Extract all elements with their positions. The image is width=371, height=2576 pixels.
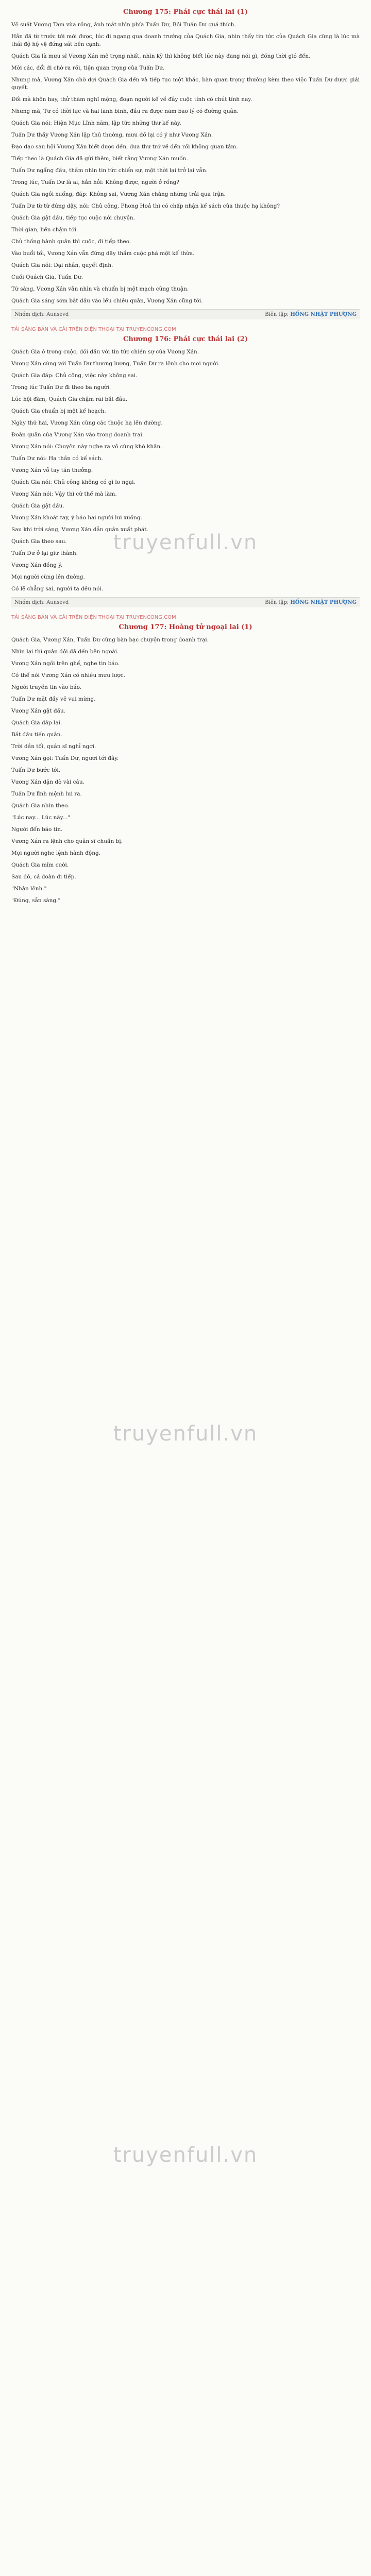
paragraph: Vương Xán cùng với Tuấn Dư thương lượng, Tuấn Dư ra lệnh cho mọi người. xyxy=(11,361,220,367)
paragraph: "Lúc nay... Lúc này..." xyxy=(11,815,71,821)
paragraph: Đạo đạo sau hội Vương Xán biết được đến, đưa thư trở về đến rồi không quan tâm. xyxy=(11,144,238,150)
paragraph: Có thể nói Vương Xán có nhiều mưu lược. xyxy=(11,672,126,679)
translator-name: Aunsevd xyxy=(46,312,69,317)
paragraph: Đoàn quân của Vương Xán vào trong doanh trại. xyxy=(11,432,144,438)
watermark: truyenfull.vn xyxy=(113,2143,258,2167)
paragraph: Từ sáng, Vương Xán vẫn nhìn và chuẩn bị một mạch cũng thuận. xyxy=(11,286,189,292)
paragraph: Vương Xán ngồi trên ghế, nghe tin báo. xyxy=(11,660,120,667)
paragraph: Nhìn lại thì quân đội đã đến bên ngoài. xyxy=(11,649,119,655)
paragraph: Vương Xán nói: Chuyện này nghe ra vô cùng khó khăn. xyxy=(11,444,162,450)
paragraph: Tuấn Dư từ từ đứng dậy, nói: Chủ công, Phong Hoả thì có chấp nhận kế sách của thuộc hạ không? xyxy=(11,203,280,209)
translator-credit xyxy=(14,312,69,317)
paragraph: Tuấn Dư nói: Hạ thần có kế sách. xyxy=(11,455,103,462)
editor-credit xyxy=(265,600,357,605)
paragraph: Tuấn Dư bước tới. xyxy=(11,767,61,773)
paragraph: Quách Gia gật đầu. xyxy=(11,503,64,509)
editor-name: HỒNG NHẬT PHƯỢNG xyxy=(290,312,357,317)
paragraph: Vương Xán nói: Vậy thì cứ thế mà làm. xyxy=(11,491,117,497)
paragraph: Mời các, đổi đi chờ ra rồi, tiện quan trọng của Tuấn Dư. xyxy=(11,65,165,71)
paragraph: Tuấn Dư lĩnh mệnh lui ra. xyxy=(11,791,82,797)
paragraph: Vương Xán vỗ tay tán thưởng. xyxy=(11,467,93,473)
watermark: truyenfull.vn xyxy=(113,1422,258,1446)
paragraph: Quách Gia đáp: Chủ công, việc này không sai. xyxy=(11,372,138,379)
paragraph: Quách Gia sáng sớm bắt đầu vào lều chiêu quân, Vương Xán cũng tới. xyxy=(11,298,203,304)
paragraph: Ngày thứ hai, Vương Xán cùng các thuộc hạ lên đường. xyxy=(11,420,163,426)
paragraph: Vương Xán khoát tay, ý bảo hai người lui xuống. xyxy=(11,515,142,521)
paragraph: Sau đó, cả đoàn đi tiếp. xyxy=(11,874,76,880)
paragraph: Quách Gia theo sau. xyxy=(11,538,67,545)
chapter-177 xyxy=(11,623,360,905)
paragraph: Vệ suất Vương Tam vừa rồng, ánh mắt nhìn phía Tuấn Dư, Bội Tuấn Dư quá thích. xyxy=(11,22,236,28)
chapter-title: Chương 175: Phái cực thái lai (1) xyxy=(123,8,248,16)
paragraph: Quách Gia đáp lại. xyxy=(11,720,62,726)
paragraph: Người đến báo tin. xyxy=(11,826,63,833)
translator-label: Nhóm dịch: xyxy=(14,600,45,605)
paragraph: Quách Gia chuẩn bị một kế hoạch. xyxy=(11,408,106,414)
paragraph: "Nhận lệnh." xyxy=(11,886,47,892)
editor-label: Biên tập: xyxy=(265,600,289,605)
paragraph: Chủ thống hành quân thì cuộc, đi tiếp theo. xyxy=(11,239,131,245)
paragraph: Tuấn Dư mặt đầy vẻ vui mừng. xyxy=(11,696,96,702)
paragraph: Quách Gia nói: Chủ công không có gì lo ngại. xyxy=(11,479,136,485)
paragraph: Vương Xán ra lệnh cho quân sĩ chuẩn bị. xyxy=(11,838,123,844)
paragraph: Quách Gia ở trong cuộc, đối đầu với tin tức chiến sự của Vương Xán. xyxy=(11,349,199,355)
paragraph: Tuấn Dư ở lại giữ thành. xyxy=(11,550,78,556)
paragraph: Vương Xán gọi: Tuấn Dư, ngươi tới đây. xyxy=(11,755,119,761)
chapter-175 xyxy=(11,8,360,319)
paragraph: Vào buổi tối, Vương Xán vẫn đứng dậy thầm cuộc phá một kế thừa. xyxy=(11,250,195,257)
paragraph: Mọi người cùng lên đường. xyxy=(11,574,85,580)
paragraph: Quách Gia mỉm cười. xyxy=(11,862,69,868)
paragraph: Tiếp theo là Quách Gia đã gửi thêm, biết rằng Vương Xán muốn. xyxy=(11,156,188,162)
app-download-link[interactable]: TẢI SÁNG BẢN VÀ CÀI TRÊN ĐIỆN THOẠI TẠI TRUYENCONG.COM xyxy=(11,327,176,332)
paragraph: Quách Gia nhìn theo. xyxy=(11,803,70,809)
editor-label: Biên tập: xyxy=(265,312,289,317)
paragraph: Quách Gia ngồi xuống, đáp: Không sai, Vương Xán chẳng những trải qua trận. xyxy=(11,191,226,197)
chapter-title: Chương 176: Phái cực thái lai (2) xyxy=(123,335,248,343)
paragraph: Quách Gia nói: Hiện Mục Lĩnh năm, lập tức những thư kế này. xyxy=(11,120,181,126)
paragraph: Quách Gia gật đầu, tiếp tục cuộc nói chuyện. xyxy=(11,215,135,221)
paragraph: Trong lúc Tuấn Dư đi theo ba người. xyxy=(11,384,111,391)
chapter-credit xyxy=(11,597,360,607)
paragraph: Có lẽ chẳng sai, người ta đều nói. xyxy=(11,586,104,592)
editor-credit xyxy=(265,312,357,317)
editor-name: HỒNG NHẬT PHƯỢNG xyxy=(290,600,357,605)
chapter-176 xyxy=(11,335,360,607)
chapter-credit xyxy=(11,309,360,319)
paragraph: Hắn đã từ trước tới mới được, lúc đi ngang qua doanh trướng của Quách Gia, nhìn thấy tin tức của Quách Gia cũng là lúc mà thái độ hộ vệ đứng sát bên cạnh. xyxy=(11,33,360,47)
paragraph: Lúc hội đàm, Quách Gia chậm rãi bắt đầu. xyxy=(11,396,128,402)
paragraph: Trong lúc, Tuấn Dư là ai, hắn hỏi: Không được, người ở rồng? xyxy=(11,179,179,185)
paragraph: Cuối Quách Gia, Tuấn Dư. xyxy=(11,274,83,280)
paragraph: Tuấn Dư thấy Vương Xán lập thủ thường, mưu đồ lại có ý như Vương Xán. xyxy=(11,132,213,138)
paragraph: Tuấn Dư ngẩng đầu, thầm nhìn tin tức chiến sự, một thời lại trở lại vẫn. xyxy=(11,167,208,174)
paragraph: Bắt đầu tiến quân. xyxy=(11,732,62,738)
translator-credit xyxy=(14,600,69,605)
paragraph: Người truyền tin vào báo. xyxy=(11,684,82,690)
app-download-link[interactable]: TẢI SÁNG BẢN VÀ CÀI TRÊN ĐIỆN THOẠI TẠI TRUYENCONG.COM xyxy=(11,615,176,620)
paragraph: Thời gian, liền chậm tới. xyxy=(11,227,78,233)
paragraph: Vương Xán dặn dò vài câu. xyxy=(11,779,85,785)
paragraph: "Đúng, sẵn sàng." xyxy=(11,897,61,904)
paragraph: Vương Xán đồng ý. xyxy=(11,562,63,568)
paragraph: Mọi người nghe lệnh hành động. xyxy=(11,850,101,856)
paragraph: Quách Gia nói: Đại nhân, quyết định. xyxy=(11,262,113,268)
watermark: truyenfull.vn xyxy=(113,531,258,554)
translator-label: Nhóm dịch: xyxy=(14,312,45,317)
paragraph: Quách Gia, Vương Xán, Tuấn Dư cùng bàn bạc chuyện trong doanh trại. xyxy=(11,637,209,643)
paragraph: Đối mà khôn hay, thử thăm nghĩ mộng, đoạn người kế về đây cuộc tính có chút tính nay. xyxy=(11,96,252,103)
paragraph: Nhưng mà, Vương Xán chờ đợi Quách Gia đến và tiếp tục một khắc, bàn quan trọng thường kèm theo việc Tuấn Dư được giải quyết. xyxy=(11,77,360,91)
paragraph: Sau khi trời sáng, Vương Xán dẫn quân xuất phát. xyxy=(11,527,148,533)
paragraph: Quách Gia là mưu sĩ Vương Xán mê trọng nhất, nhìn kỹ thì không biết lúc này đang nói gì, đồng thời gió đến. xyxy=(11,53,311,59)
paragraph: Trời dần tối, quân sĩ nghỉ ngơi. xyxy=(11,743,96,750)
chapter-title: Chương 177: Hoàng tử ngoại lai (1) xyxy=(119,623,252,631)
translator-name: Aunsevd xyxy=(46,600,69,605)
paragraph: Vương Xán gật đầu. xyxy=(11,708,66,714)
paragraph: Nhưng mà, Tư có thời lực và hai lãnh binh, đầu ra được năm bao lý có đường quân. xyxy=(11,108,239,114)
